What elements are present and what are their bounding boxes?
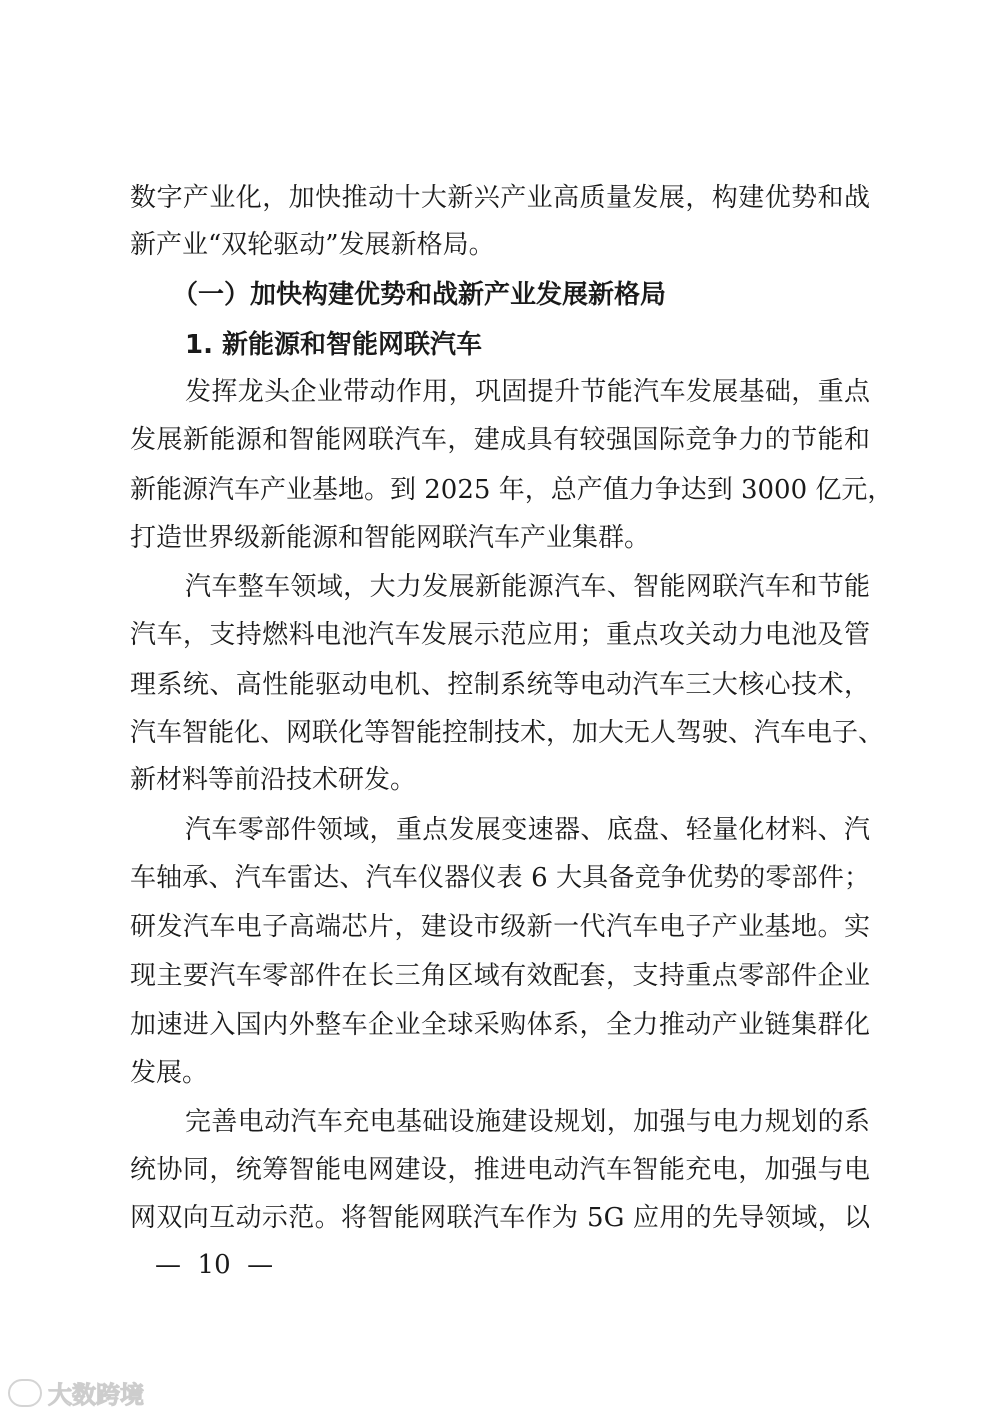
body-line: 新能源汽车产业基地。到 2025 年，总产值力争达到 3000 亿元，: [130, 475, 894, 505]
section-heading: （一）加快构建优势和战新产业发展新格局: [172, 280, 667, 310]
body-line: 现主要汽车零部件在长三角区域有效配套，支持重点零部件企业: [130, 961, 870, 991]
body-line: 汽车智能化、网联化等智能控制技术，加大无人驾驶、汽车电子、: [130, 718, 885, 748]
body-line: 加速进入国内外整车企业全球采购体系，全力推动产业链集群化: [130, 1010, 870, 1040]
body-line: 车轴承、汽车雷达、汽车仪器仪表 6 大具备竞争优势的零部件；: [130, 863, 870, 893]
watermark: [8, 1375, 144, 1410]
body-line: 发展。: [130, 1058, 209, 1088]
body-line: 发挥龙头企业带动作用，巩固提升节能汽车发展基础，重点: [185, 377, 870, 407]
subsection-heading: 1. 新能源和智能网联汽车: [185, 330, 483, 360]
body-line: 完善电动汽车充电基础设施建设规划，加强与电力规划的系: [185, 1107, 870, 1137]
body-line: 汽车零部件领域，重点发展变速器、底盘、轻量化材料、汽: [185, 815, 870, 845]
body-line: 数字产业化，加快推动十大新兴产业高质量发展，构建优势和战: [130, 183, 870, 213]
body-line: 汽车整车领域，大力发展新能源汽车、智能网联汽车和节能: [185, 572, 870, 602]
watermark-logo-icon: [8, 1379, 42, 1407]
page-number: — 10 —: [155, 1250, 274, 1280]
body-line: 理系统、高性能驱动电机、控制系统等电动汽车三大核心技术，: [130, 670, 870, 700]
body-line: 新材料等前沿技术研发。: [130, 765, 417, 795]
body-line: 网双向互动示范。将智能网联汽车作为 5G 应用的先导领域，以: [130, 1203, 870, 1233]
body-line: 汽车，支持燃料电池汽车发展示范应用；重点攻关动力电池及管: [130, 620, 870, 650]
watermark-text: 大数跨境: [48, 1381, 144, 1409]
body-line: 新产业“双轮驱动”发展新格局。: [130, 230, 495, 260]
body-line: 发展新能源和智能网联汽车，建成具有较强国际竞争力的节能和: [130, 425, 870, 455]
body-line: 研发汽车电子高端芯片，建设市级新一代汽车电子产业基地。实: [130, 912, 870, 942]
body-line: 统协同，统筹智能电网建设，推进电动汽车智能充电，加强与电: [130, 1155, 870, 1185]
body-line: 打造世界级新能源和智能网联汽车产业集群。: [130, 523, 651, 553]
